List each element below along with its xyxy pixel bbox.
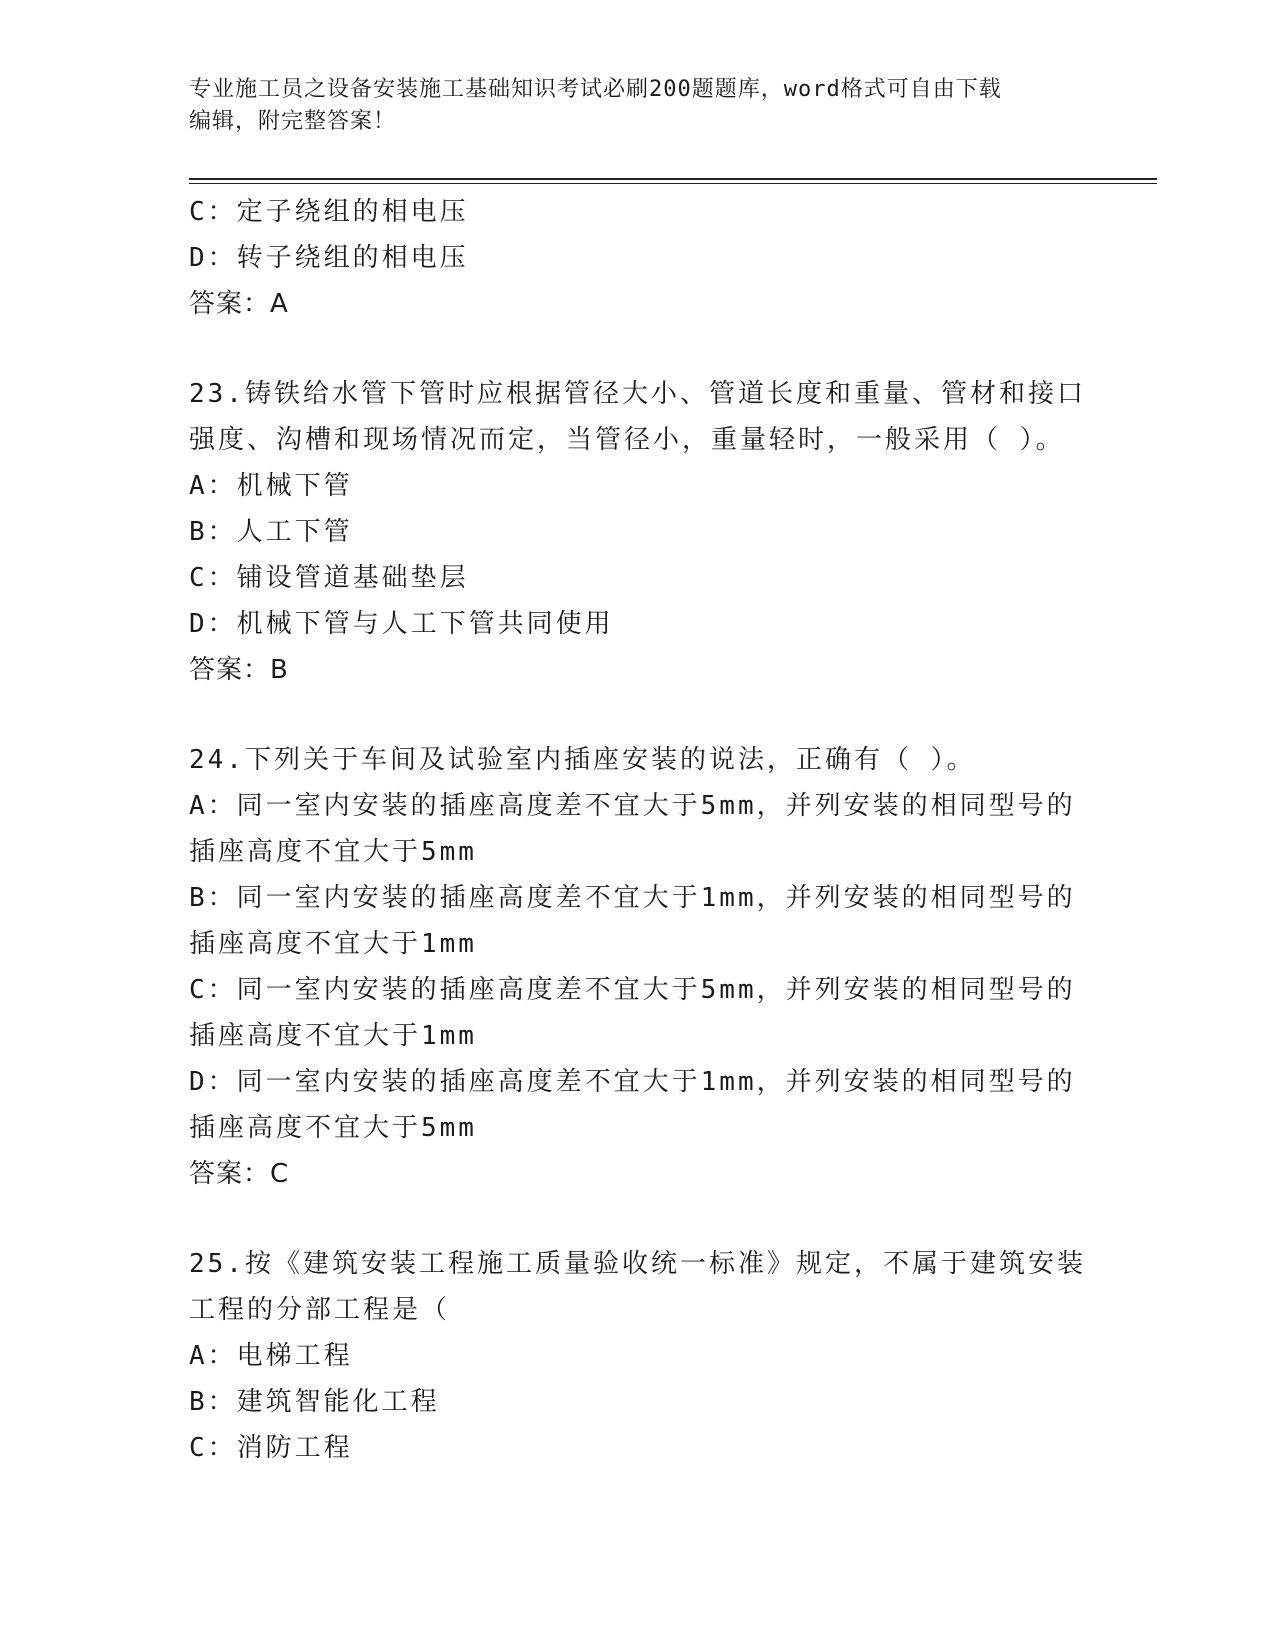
option-b-continued: 插座高度不宜大于1mm xyxy=(189,929,477,959)
question-25 xyxy=(189,1241,1089,1471)
question-stem-line: 工程的分部工程是（ xyxy=(189,1295,451,1325)
question-23 xyxy=(189,371,1089,693)
answer: 答案：A xyxy=(189,289,289,319)
header-divider-thin xyxy=(189,183,1157,184)
option-a-continued: 插座高度不宜大于5mm xyxy=(189,837,477,867)
option-c: C：消防工程 xyxy=(189,1433,353,1463)
document-header xyxy=(189,74,1089,138)
answer: 答案：B xyxy=(189,655,289,685)
option-c-continued: 插座高度不宜大于1mm xyxy=(189,1021,477,1051)
option-b: B：同一室内安装的插座高度差不宜大于1mm，并列安装的相同型号的 xyxy=(189,883,1076,913)
option-b: B：建筑智能化工程 xyxy=(189,1387,440,1417)
option-d-continued: 插座高度不宜大于5mm xyxy=(189,1113,477,1143)
option-a: A：电梯工程 xyxy=(189,1341,353,1371)
question-stem-line: 24.下列关于车间及试验室内插座安装的说法，正确有（ ）。 xyxy=(189,745,976,775)
question-stem-line: 强度、沟槽和现场情况而定，当管径小，重量轻时，一般采用（ ）。 xyxy=(189,425,1065,455)
header-title-line2: 编辑，附完整答案！ xyxy=(189,109,397,134)
option-c: C：同一室内安装的插座高度差不宜大于5mm，并列安装的相同型号的 xyxy=(189,975,1076,1005)
option-a: A：机械下管 xyxy=(189,471,353,501)
header-title-line1: 专业施工员之设备安装施工基础知识考试必刷200题题库，word格式可自由下载 xyxy=(189,77,1002,102)
spacer xyxy=(189,693,1089,737)
option-c: C：定子绕组的相电压 xyxy=(189,197,469,227)
question-stem-line: 25.按《建筑安装工程施工质量验收统一标准》规定，不属于建筑安装 xyxy=(189,1249,1086,1279)
answer: 答案：C xyxy=(189,1159,290,1189)
option-c: C：铺设管道基础垫层 xyxy=(189,563,469,593)
question-24 xyxy=(189,737,1089,1197)
question-stem-line: 23.铸铁给水管下管时应根据管径大小、管道长度和重量、管材和接口 xyxy=(189,379,1086,409)
spacer xyxy=(189,1197,1089,1241)
option-b: B：人工下管 xyxy=(189,517,353,547)
option-a: A：同一室内安装的插座高度差不宜大于5mm，并列安装的相同型号的 xyxy=(189,791,1076,821)
option-d: D：机械下管与人工下管共同使用 xyxy=(189,609,614,639)
spacer xyxy=(189,327,1089,371)
option-d: D：转子绕组的相电压 xyxy=(189,243,469,273)
question-22 xyxy=(189,189,1089,327)
option-d: D：同一室内安装的插座高度差不宜大于1mm，并列安装的相同型号的 xyxy=(189,1067,1076,1097)
header-divider-thick xyxy=(189,178,1157,180)
question-list xyxy=(189,189,1089,1471)
